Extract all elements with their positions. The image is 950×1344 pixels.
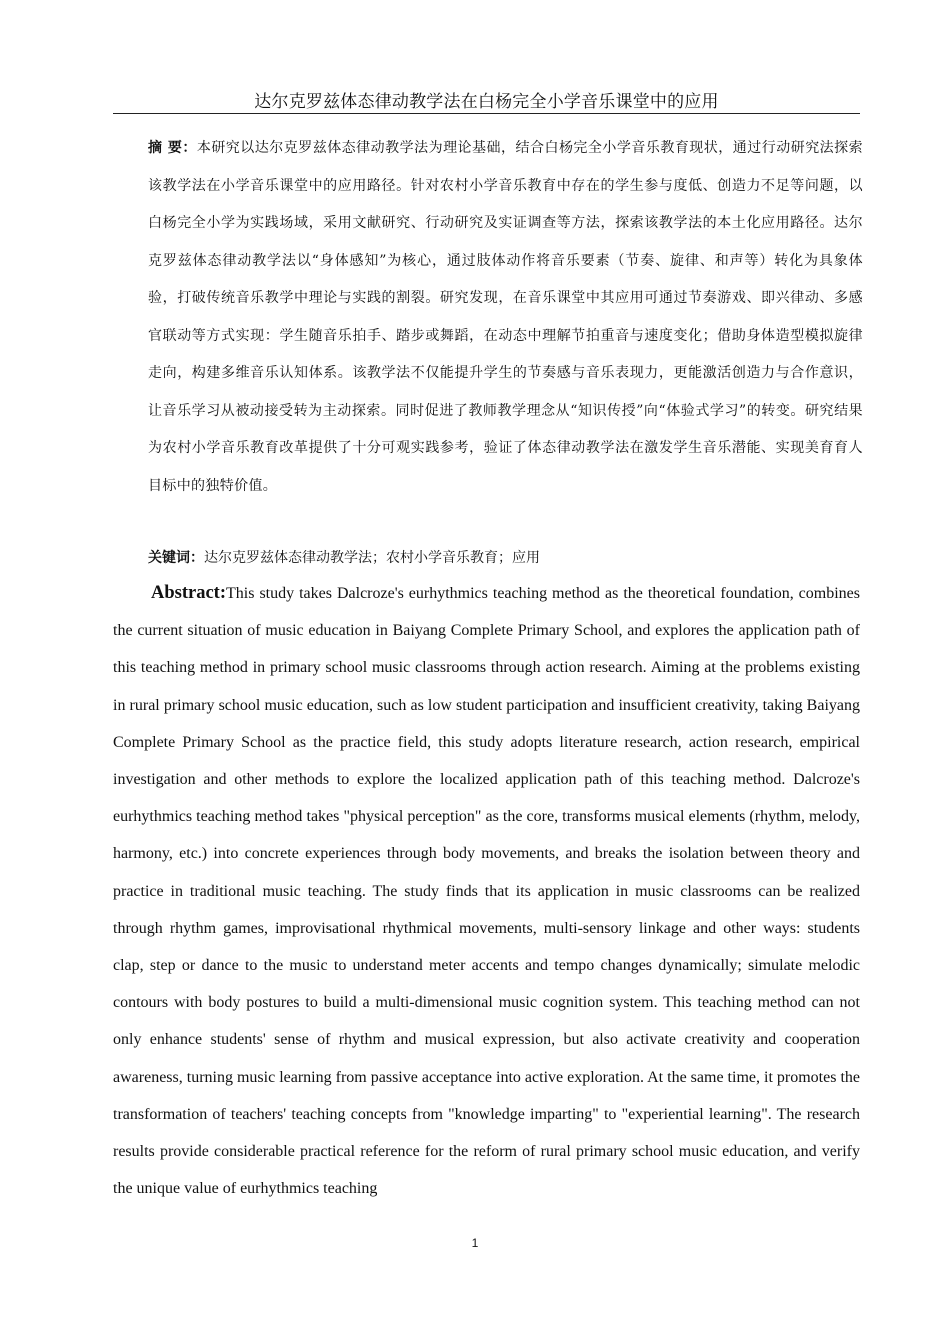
- chinese-abstract-paragraph: [113, 130, 863, 505]
- running-header-title: 达尔克罗兹体态律动教学法在白杨完全小学音乐课堂中的应用: [254, 92, 719, 112]
- chinese-abstract: [113, 130, 863, 505]
- chinese-keywords-paragraph: [113, 540, 863, 577]
- chinese-keywords: [113, 540, 863, 577]
- header-rule: [113, 113, 860, 114]
- page-number: 1: [471, 1236, 479, 1250]
- english-abstract: [113, 575, 860, 1207]
- english-abstract-text: This study takes Dalcroze's eurhythmics teaching method as the theoretical foundation, combines the current situation of music education in Baiyang Complete Primary School, and explores the application path of this teaching method in primary school music classrooms through action research. Aiming at the problems existing in rural primary school music education, such as low student participation and insufficient creativity, taking Baiyang Complete Primary School as the practice field, this study adopts literature research, action research, empirical investigation and other methods to explore the localized application path of this teaching method. Dalcroze's eurhythmics teaching method takes "physical perception" as the core, transforms musical elements (rhythm, melody, harmony, etc.) into concrete experiences through body movements, and breaks the isolation between theory and practice in traditional music teaching. The study finds that its application in music classrooms can be realized through rhythm games, improvisational rhythmical movements, multi-sensory linkage and other ways: students clap, step or dance to the music to understand meter accents and tempo changes dynamically; simulate melodic contours with body postures to build a multi-dimensional music cognition system. This teaching method can not only enhance students' sense of rhythm and musical expression, but also activate creativity and cooperation awareness, turning music learning from passive acceptance into active exploration. At the same time, it promotes the transformation of teachers' teaching concepts from "knowledge imparting" to "experiential learning". The research results provide considerable practical reference for the reform of rural primary school music education, and verify the unique value of eurhythmics teaching: [113, 585, 860, 1198]
- english-abstract-paragraph: [113, 575, 860, 1207]
- chinese-keywords-label: 关键词：: [148, 550, 204, 566]
- chinese-keywords-text: 达尔克罗兹体态律动教学法；农村小学音乐教育；应用: [204, 550, 540, 566]
- chinese-abstract-text: 本研究以达尔克罗兹体态律动教学法为理论基础，结合白杨完全小学音乐教育现状，通过行动研究法探索该教学法在小学音乐课堂中的应用路径。针对农村小学音乐教育中存在的学生参与度低、创造力不足等问题，以白杨完全小学为实践场域，采用文献研究、行动研究及实证调查等方法，探索该教学法的本土化应用路径。达尔克罗兹体态律动教学法以“身体感知”为核心，通过肢体动作将音乐要素（节奏、旋律、和声等）转化为具象体验，打破传统音乐教学中理论与实践的割裂。研究发现，在音乐课堂中其应用可通过节奏游戏、即兴律动、多感官联动等方式实现：学生随音乐拍手、踏步或舞蹈，在动态中理解节拍重音与速度变化；借助身体造型模拟旋律走向，构建多维音乐认知体系。该教学法不仅能提升学生的节奏感与音乐表现力，更能激活创造力与合作意识，让音乐学习从被动接受转为主动探索。同时促进了教师教学理念从“知识传授”向“体验式学习”的转变。研究结果为农村小学音乐教育改革提供了十分可观实践参考，验证了体态律动教学法在激发学生音乐潜能、实现美育育人目标中的独特价值。: [148, 140, 863, 494]
- chinese-abstract-label: 摘 要：: [148, 140, 197, 156]
- english-abstract-label: Abstract:: [151, 583, 227, 603]
